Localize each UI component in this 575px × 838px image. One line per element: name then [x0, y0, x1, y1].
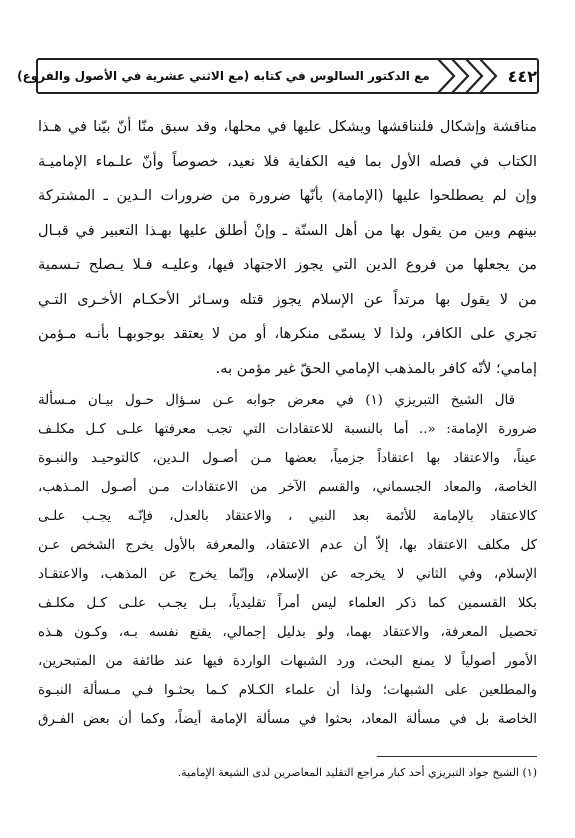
text-line: كالاعتقاد بالإمامة للأئمة بعد النبي ، والاعتقاد بالعدل، فإنّـه يجـب علـى	[38, 509, 537, 524]
text-line: والمطلعين على الشبهات؛ ولذا أن علماء الكـلام كـما بحثـوا فـي مـسألة النبـوة	[38, 683, 537, 698]
footnote-divider	[377, 756, 537, 757]
text-line: الأمور أصولياً لا يمنع البحث، ورد الشبهات الواردة فيها عند طائفة من المتبحرين،	[38, 654, 537, 669]
text-line: عيناً، والاعتقاد بها اعتقاداً جزمياً، بعضها مـن أصـول الـدين، كالتوحيـد والنبـوة	[38, 451, 537, 466]
running-title: مع الدكتور السالوس في كتابه (مع الاثني عشرية في الأصول والفروع)	[17, 69, 430, 83]
text-line: ضرورة الإمامة: «.. أما بالنسبة للاعتقادات التي تجب معرفتها علـى كـل مكلـف	[38, 422, 537, 437]
text-line: الإسلام، وفي الثاني لا يخرجه عن الإسلام، وإنّما يخرج عن المذهب، والاعتقـاد	[38, 567, 537, 582]
page-header	[17, 58, 539, 94]
footnote: (١) الشيخ جواد التبريزي أحد كبار مراجع التقليد المعاصرين لدى الشيعة الإمامية.	[177, 766, 537, 779]
text-line: من يجعلها من فروع الدين التي يجوز الاجتهاد فيها، وعليـه فـلا يـصلح تـسمية	[38, 256, 537, 273]
text-line: تجري على الكافر، ولذا لا يسمّى منكرها، أو من لا يعتقد بوجوبهـا بأنـه مـؤمن	[38, 325, 537, 342]
page-number: ٤٤٢	[507, 66, 537, 86]
text-line: من لا يقول بها مرتداً عن الإسلام يجوز قتله وسـائر الأحكـام الأخـرى التـي	[38, 290, 537, 308]
text-line: بينهم وبين من يقول بها من أهل السنّة ـ وإنْ أطلق عليها بهـذا التعبير في قبـال	[38, 221, 537, 239]
text-line: وإن لم يصطلحوا عليها (الإمامة) بأنّها ضرورة من ضرورات الـدين ـ المشتركة	[38, 187, 537, 204]
text-line: إمامي؛ لأنّه كافر بالمذهب الإمامي الحقّ غير مؤمن به.	[215, 359, 537, 377]
paragraph-1	[38, 110, 537, 386]
text-line: مناقشة وإشكال فلنناقشها ويشكل عليها في محلها، وقد سبق منّا أنّ بيّنا في هـذا	[38, 118, 537, 135]
main-text	[38, 110, 537, 734]
text-line: الخاصة، والمعاد الجسماني، والقسم الآخر من الاعتقادات مـن أصـول المـذهب،	[38, 480, 537, 495]
text-line: كل مكلف الاعتقاد بها، إلاّ أن عدم الاعتقاد، والمعرفة بالأول يخرج الشخص عـن	[38, 538, 537, 553]
text-line: قال الشيخ التبريزي (١) في معرض جوابه عـن سـؤال حـول بيـان مـسألة	[38, 393, 515, 408]
text-line: الكتاب في فصله الأول بما فيه الكفاية فلا نعيد، خصوصاً وأنّ علـماء الإماميـة	[38, 152, 537, 170]
chevron-ornament-icon	[438, 59, 508, 93]
text-line: بكلا القسمين كما ذكر العلماء ليس أمراً تقليدياً، بـل يجـب علـى كـل مكلـف	[38, 596, 537, 611]
paragraph-2	[38, 386, 537, 734]
text-line: الخاصة بل في مسألة المعاد، بحثوا في مسألة الإمامة أيضاً، وكما أن بعض الفـرق	[38, 712, 537, 727]
text-line: تحصيل المعرفة، والاعتقاد بهما، ولو بدليل إجمالي، يقنع نفسه بـه، وكـون هـذه	[38, 625, 537, 640]
